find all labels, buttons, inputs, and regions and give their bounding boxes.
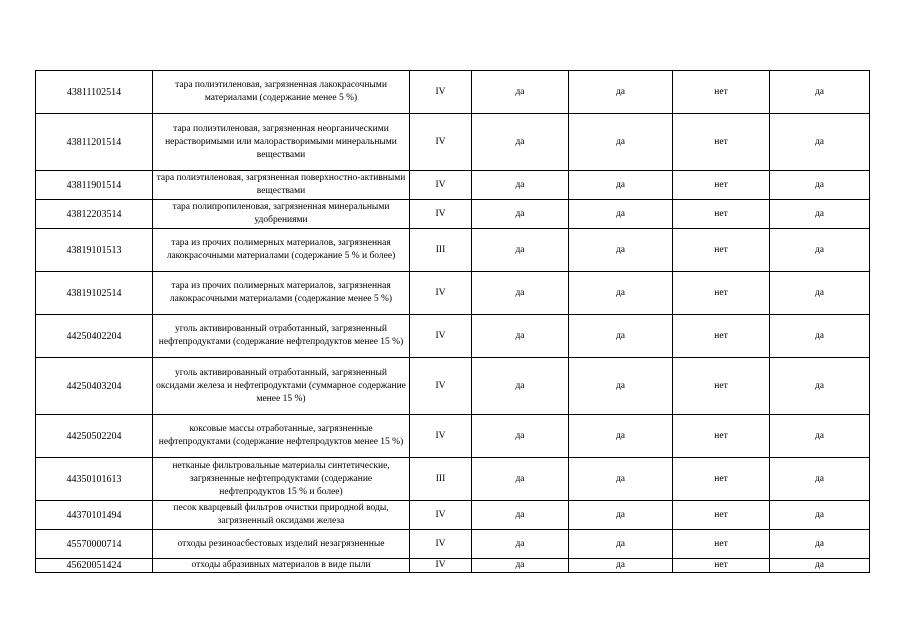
column-4-cell: да (770, 315, 870, 358)
column-4-cell: да (770, 171, 870, 200)
column-4-cell: да (770, 114, 870, 171)
column-4-cell: да (770, 200, 870, 229)
column-2-cell: да (569, 415, 673, 458)
hazard-class-cell: IV (410, 171, 472, 200)
column-4-cell: да (770, 458, 870, 501)
column-1-cell: да (472, 315, 569, 358)
column-4-cell: да (770, 501, 870, 530)
column-4-cell: да (770, 530, 870, 559)
name-cell: нетканые фильтровальные материалы синтетические, загрязненные нефтепродуктами (содержание нефтепродуктов 15 % и более) (153, 458, 410, 501)
table-row (36, 559, 870, 573)
name-cell: тара из прочих полимерных материалов, загрязненная лакокрасочными материалами (содержание 5 % и более) (153, 229, 410, 272)
column-3-cell: нет (673, 171, 770, 200)
column-2-cell: да (569, 171, 673, 200)
name-cell: отходы резиноасбестовых изделий незагрязненные (153, 530, 410, 559)
column-1-cell: да (472, 272, 569, 315)
hazard-class-cell: IV (410, 358, 472, 415)
hazard-class-cell: IV (410, 415, 472, 458)
column-1-cell: да (472, 358, 569, 415)
column-3-cell: нет (673, 71, 770, 114)
column-3-cell: нет (673, 530, 770, 559)
column-1-cell: да (472, 559, 569, 573)
hazard-class-cell: III (410, 458, 472, 501)
name-cell: тара полиэтиленовая, загрязненная поверхностно-активными веществами (153, 171, 410, 200)
code-cell: 44370101494 (36, 501, 153, 530)
hazard-class-cell: IV (410, 114, 472, 171)
column-1-cell: да (472, 530, 569, 559)
code-cell: 44250502204 (36, 415, 153, 458)
code-cell: 43819102514 (36, 272, 153, 315)
column-1-cell: да (472, 114, 569, 171)
name-cell: тара из прочих полимерных материалов, загрязненная лакокрасочными материалами (содержание менее 5 %) (153, 272, 410, 315)
column-1-cell: да (472, 415, 569, 458)
code-cell: 43811901514 (36, 171, 153, 200)
column-2-cell: да (569, 315, 673, 358)
column-1-cell: да (472, 71, 569, 114)
name-cell: отходы абразивных материалов в виде пыли (153, 559, 410, 573)
table-row (36, 415, 870, 458)
column-3-cell: нет (673, 358, 770, 415)
column-1-cell: да (472, 200, 569, 229)
name-cell: песок кварцевый фильтров очистки природной воды, загрязненный оксидами железа (153, 501, 410, 530)
column-4-cell: да (770, 229, 870, 272)
column-1-cell: да (472, 501, 569, 530)
column-3-cell: нет (673, 458, 770, 501)
column-2-cell: да (569, 200, 673, 229)
name-cell: уголь активированный отработанный, загрязненный нефтепродуктами (содержание нефтепродуктов менее 15 %) (153, 315, 410, 358)
column-2-cell: да (569, 272, 673, 315)
hazard-class-cell: IV (410, 530, 472, 559)
column-2-cell: да (569, 501, 673, 530)
hazard-class-cell: III (410, 229, 472, 272)
code-cell: 43811201514 (36, 114, 153, 171)
hazard-class-cell: IV (410, 315, 472, 358)
name-cell: тара полипропиленовая, загрязненная минеральными удобрениями (153, 200, 410, 229)
code-cell: 44350101613 (36, 458, 153, 501)
column-2-cell: да (569, 71, 673, 114)
hazard-class-cell: IV (410, 200, 472, 229)
table-row (36, 272, 870, 315)
hazard-class-cell: IV (410, 272, 472, 315)
code-cell: 43812203514 (36, 200, 153, 229)
hazard-class-cell: IV (410, 501, 472, 530)
column-3-cell: нет (673, 559, 770, 573)
name-cell: коксовые массы отработанные, загрязненные нефтепродуктами (содержание нефтепродуктов менее 15 %) (153, 415, 410, 458)
table-row (36, 200, 870, 229)
column-4-cell: да (770, 71, 870, 114)
code-cell: 43811102514 (36, 71, 153, 114)
column-3-cell: нет (673, 415, 770, 458)
column-1-cell: да (472, 458, 569, 501)
code-cell: 44250402204 (36, 315, 153, 358)
column-4-cell: да (770, 272, 870, 315)
table-row (36, 358, 870, 415)
code-cell: 44250403204 (36, 358, 153, 415)
table-row (36, 315, 870, 358)
name-cell: тара полиэтиленовая, загрязненная лакокрасочными материалами (содержание менее 5 %) (153, 71, 410, 114)
column-3-cell: нет (673, 272, 770, 315)
column-4-cell: да (770, 358, 870, 415)
table-row (36, 501, 870, 530)
column-2-cell: да (569, 229, 673, 272)
code-cell: 43819101513 (36, 229, 153, 272)
table-row (36, 71, 870, 114)
column-4-cell: да (770, 559, 870, 573)
column-1-cell: да (472, 229, 569, 272)
column-3-cell: нет (673, 229, 770, 272)
hazard-class-cell: IV (410, 559, 472, 573)
table-row (36, 229, 870, 272)
table-row (36, 114, 870, 171)
column-3-cell: нет (673, 501, 770, 530)
table-body (36, 71, 870, 573)
column-3-cell: нет (673, 315, 770, 358)
column-3-cell: нет (673, 200, 770, 229)
column-2-cell: да (569, 458, 673, 501)
code-cell: 45620051424 (36, 559, 153, 573)
code-cell: 45570000714 (36, 530, 153, 559)
column-1-cell: да (472, 171, 569, 200)
column-2-cell: да (569, 358, 673, 415)
hazard-class-cell: IV (410, 71, 472, 114)
column-4-cell: да (770, 415, 870, 458)
name-cell: уголь активированный отработанный, загрязненный оксидами железа и нефтепродуктами (суммарное содержание менее 15 %) (153, 358, 410, 415)
table-row (36, 171, 870, 200)
column-3-cell: нет (673, 114, 770, 171)
waste-table (35, 70, 870, 573)
name-cell: тара полиэтиленовая, загрязненная неорганическими нерастворимыми или малорастворимыми минеральными веществами (153, 114, 410, 171)
column-2-cell: да (569, 114, 673, 171)
table-row (36, 530, 870, 559)
column-2-cell: да (569, 559, 673, 573)
table-row (36, 458, 870, 501)
column-2-cell: да (569, 530, 673, 559)
